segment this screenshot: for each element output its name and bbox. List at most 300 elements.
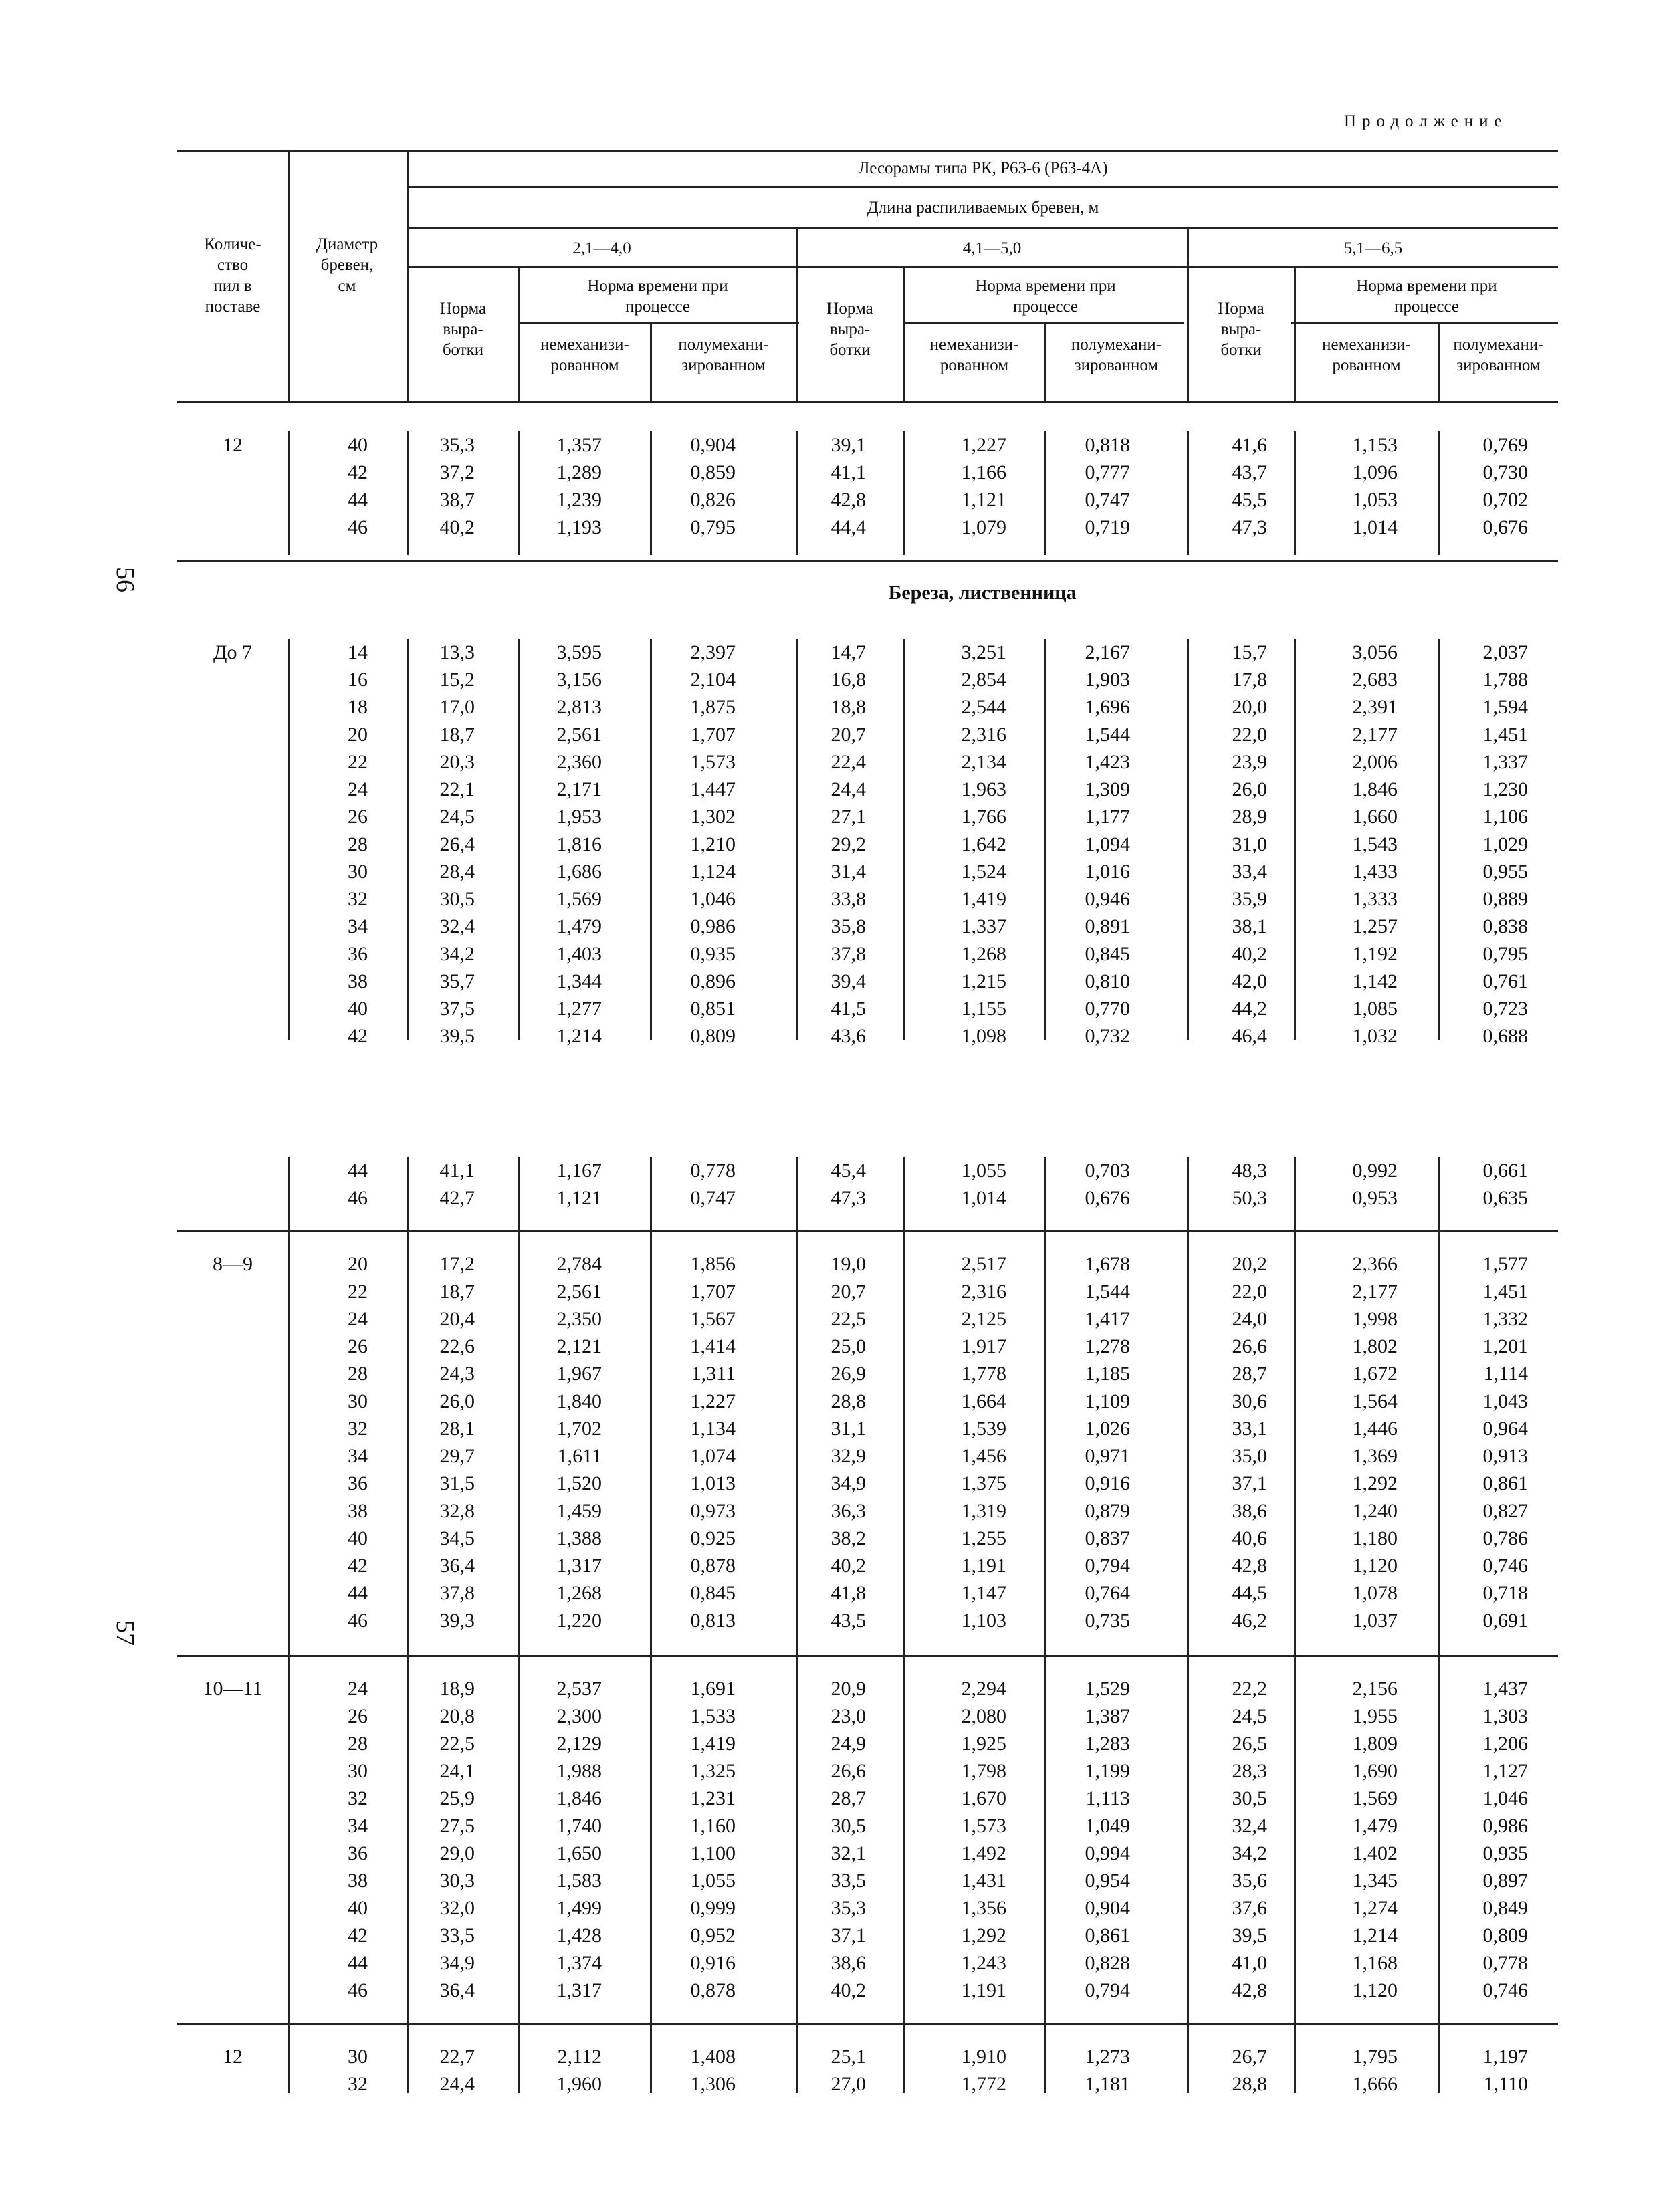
value-cell: 33,4 [1232,861,1267,883]
diameter-cell: 24 [348,778,368,800]
value-cell: 2,006 [1352,751,1398,773]
value-cell: 0,718 [1482,1582,1528,1604]
value-cell: 1,955 [1352,1705,1398,1727]
value-cell: 28,7 [1232,1363,1267,1385]
value-cell: 1,573 [690,751,736,773]
value-cell: 1,846 [1352,778,1398,800]
value-cell: 0,761 [1482,970,1528,992]
value-cell: 20,7 [831,724,866,746]
value-cell: 1,419 [690,1733,736,1755]
value-cell: 1,181 [1085,2073,1130,2095]
value-cell: 0,935 [1482,1842,1528,1864]
value-cell: 1,374 [556,1952,602,1974]
value-cell: 34,2 [1232,1842,1267,1864]
value-cell: 0,827 [1482,1500,1528,1522]
value-cell: 1,345 [1352,1870,1398,1892]
value-cell: 0,861 [1085,1924,1130,1947]
value-cell: 39,4 [831,970,866,992]
group-count: До 7 [213,641,252,663]
value-cell: 30,5 [831,1815,866,1837]
value-cell: 30,6 [1232,1390,1267,1412]
header-sawmill: Лесорамы типа РК, Р63-6 (Р63-4А) [858,159,1108,177]
value-cell: 37,1 [831,1924,866,1947]
diameter-cell: 46 [348,1187,368,1209]
value-cell: 16,8 [831,669,866,691]
value-cell: 1,357 [556,434,602,456]
value-cell: 2,366 [1352,1253,1398,1275]
value-cell: 26,4 [439,833,475,855]
value-cell: 20,2 [1232,1253,1267,1275]
value-cell: 1,302 [690,806,736,828]
value-cell: 1,678 [1085,1253,1130,1275]
value-cell: 2,360 [556,751,602,773]
value-cell: 2,167 [1085,641,1130,663]
value-cell: 29,2 [831,833,866,855]
header-norm-output-2: Норма выра- ботки [826,300,873,359]
value-cell: 1,419 [961,888,1006,910]
value-cell: 34,5 [439,1527,475,1549]
value-cell: 0,838 [1482,915,1528,937]
value-cell: 1,096 [1352,461,1398,483]
value-cell: 1,569 [1352,1787,1398,1809]
value-cell: 1,802 [1352,1335,1398,1357]
value-cell: 1,134 [690,1418,736,1440]
value-cell: 0,732 [1085,1025,1130,1047]
value-cell: 26,0 [1232,778,1267,800]
value-cell: 1,963 [961,778,1006,800]
diameter-cell: 38 [348,970,368,992]
value-cell: 26,7 [1232,2045,1267,2068]
value-cell: 1,332 [1482,1308,1528,1330]
value-cell: 22,0 [1232,1281,1267,1303]
value-cell: 0,719 [1085,516,1130,538]
value-cell: 0,747 [690,1187,736,1209]
value-cell: 39,1 [831,434,866,456]
value-cell: 24,4 [439,2073,475,2095]
value-cell: 0,878 [690,1979,736,2001]
header-nonmech-2: немеханизи- рованном [929,336,1019,374]
value-cell: 1,437 [1482,1678,1528,1700]
header-norm-time-1: Норма времени при процессе [587,277,728,316]
header-norm-time-3: Норма времени при процессе [1356,277,1497,316]
value-cell: 39,5 [1232,1924,1267,1947]
value-cell: 1,403 [556,943,602,965]
value-cell: 35,6 [1232,1870,1267,1892]
value-cell: 1,417 [1085,1308,1130,1330]
diameter-cell: 30 [348,861,368,883]
value-cell: 1,289 [556,461,602,483]
diameter-cell: 36 [348,1842,368,1864]
value-cell: 0,849 [1482,1897,1528,1919]
value-cell: 24,4 [831,778,866,800]
diameter-cell: 18 [348,696,368,718]
value-cell: 1,910 [961,2045,1006,2068]
value-cell: 2,561 [556,724,602,746]
value-cell: 0,992 [1352,1159,1398,1182]
value-cell: 1,277 [556,998,602,1020]
value-cell: 40,6 [1232,1527,1267,1549]
value-cell: 0,845 [690,1582,736,1604]
value-cell: 22,0 [1232,724,1267,746]
value-cell: 1,788 [1482,669,1528,691]
value-cell: 1,037 [1352,1610,1398,1632]
value-cell: 1,239 [556,489,602,511]
value-cell: 36,4 [439,1979,475,2001]
section-title: Береза, лиственница [888,582,1077,604]
value-cell: 0,746 [1482,1555,1528,1577]
value-cell: 0,818 [1085,434,1130,456]
value-cell: 1,177 [1085,806,1130,828]
value-cell: 1,230 [1482,778,1528,800]
value-cell: 43,5 [831,1610,866,1632]
group-count: 10—11 [203,1678,263,1700]
header-diameter: Диаметр бревен, см [316,235,378,295]
value-cell: 1,778 [961,1363,1006,1385]
value-cell: 1,664 [961,1390,1006,1412]
value-cell: 2,177 [1352,1281,1398,1303]
value-cell: 1,691 [690,1678,736,1700]
value-cell: 1,243 [961,1952,1006,1974]
header-semimech-1: полумехани- зированном [678,336,769,374]
value-cell: 45,4 [831,1159,866,1182]
value-cell: 28,8 [831,1390,866,1412]
diameter-cell: 32 [348,888,368,910]
value-cell: 28,9 [1232,806,1267,828]
value-cell: 1,043 [1482,1390,1528,1412]
value-cell: 24,1 [439,1760,475,1782]
value-cell: 1,268 [961,943,1006,965]
value-cell: 1,809 [1352,1733,1398,1755]
value-cell: 2,125 [961,1308,1006,1330]
value-cell: 1,103 [961,1610,1006,1632]
value-cell: 0,994 [1085,1842,1130,1864]
value-cell: 2,294 [961,1678,1006,1700]
diameter-cell: 32 [348,1418,368,1440]
value-cell: 1,124 [690,861,736,883]
value-cell: 1,772 [961,2073,1006,2095]
value-cell: 25,9 [439,1787,475,1809]
diameter-cell: 28 [348,1363,368,1385]
value-cell: 1,199 [1085,1760,1130,1782]
value-cell: 1,273 [1085,2045,1130,2068]
value-cell: 1,180 [1352,1527,1398,1549]
value-cell: 17,2 [439,1253,475,1275]
value-cell: 1,214 [1352,1924,1398,1947]
value-cell: 1,167 [556,1159,602,1182]
diameter-cell: 46 [348,1610,368,1632]
value-cell: 0,635 [1482,1187,1528,1209]
value-cell: 1,690 [1352,1760,1398,1782]
diameter-cell: 32 [348,2073,368,2095]
diameter-cell: 30 [348,1760,368,1782]
value-cell: 1,168 [1352,1952,1398,1974]
value-cell: 3,056 [1352,641,1398,663]
value-cell: 35,7 [439,970,475,992]
value-cell: 0,813 [690,1610,736,1632]
value-cell: 2,391 [1352,696,1398,718]
value-cell: 1,573 [961,1815,1006,1837]
value-cell: 26,6 [1232,1335,1267,1357]
value-cell: 41,0 [1232,1952,1267,1974]
value-cell: 1,375 [961,1472,1006,1495]
value-cell: 1,053 [1352,489,1398,511]
value-cell: 0,891 [1085,915,1130,937]
value-cell: 1,594 [1482,696,1528,718]
value-cell: 1,055 [961,1159,1006,1182]
value-cell: 32,4 [1232,1815,1267,1837]
value-cell: 0,904 [690,434,736,456]
value-cell: 0,794 [1085,1555,1130,1577]
value-cell: 28,8 [1232,2073,1267,2095]
value-cell: 2,037 [1482,641,1528,663]
value-cell: 3,595 [556,641,602,663]
value-cell: 42,7 [439,1187,475,1209]
value-cell: 20,0 [1232,696,1267,718]
value-cell: 20,7 [831,1281,866,1303]
value-cell: 2,784 [556,1253,602,1275]
value-cell: 1,611 [557,1445,602,1467]
value-cell: 1,795 [1352,2045,1398,2068]
value-cell: 1,856 [690,1253,736,1275]
value-cell: 0,794 [1085,1979,1130,2001]
value-cell: 1,160 [690,1815,736,1837]
value-cell: 1,191 [961,1555,1006,1577]
value-cell: 1,967 [556,1363,602,1385]
value-cell: 30,5 [1232,1787,1267,1809]
diameter-cell: 24 [348,1308,368,1330]
value-cell: 38,2 [831,1527,866,1549]
value-cell: 1,479 [1352,1815,1398,1837]
value-cell: 1,094 [1085,833,1130,855]
value-cell: 31,1 [831,1418,866,1440]
value-cell: 46,4 [1232,1025,1267,1047]
value-cell: 2,134 [961,751,1006,773]
value-cell: 1,201 [1482,1335,1528,1357]
value-cell: 41,8 [831,1582,866,1604]
value-cell: 1,387 [1085,1705,1130,1727]
value-cell: 1,846 [556,1787,602,1809]
value-cell: 1,215 [961,970,1006,992]
diameter-cell: 22 [348,1281,368,1303]
value-cell: 1,210 [690,833,736,855]
value-cell: 1,544 [1085,724,1130,746]
value-cell: 0,809 [690,1025,736,1047]
value-cell: 1,292 [961,1924,1006,1947]
value-cell: 17,8 [1232,669,1267,691]
value-cell: 1,325 [690,1760,736,1782]
diameter-cell: 40 [348,1527,368,1549]
value-cell: 1,153 [1352,434,1398,456]
value-cell: 0,916 [1085,1472,1130,1495]
value-cell: 0,973 [690,1500,736,1522]
header-norm-output-3: Норма выра- ботки [1218,300,1264,359]
header-semimech-3: полумехани- зированном [1453,336,1544,374]
value-cell: 1,303 [1482,1705,1528,1727]
value-cell: 0,878 [690,1555,736,1577]
value-cell: 3,251 [961,641,1006,663]
value-cell: 1,257 [1352,915,1398,937]
value-cell: 38,6 [1232,1500,1267,1522]
header-range-2: 4,1—5,0 [962,239,1022,257]
value-cell: 3,156 [556,669,602,691]
value-cell: 1,650 [556,1842,602,1864]
value-cell: 1,114 [1483,1363,1528,1385]
value-cell: 1,013 [690,1472,736,1495]
value-cell: 0,999 [690,1897,736,1919]
value-cell: 25,1 [831,2045,866,2068]
value-cell: 1,707 [690,1281,736,1303]
diameter-cell: 26 [348,1705,368,1727]
value-cell: 22,6 [439,1335,475,1357]
value-cell: 0,723 [1482,998,1528,1020]
value-cell: 27,1 [831,806,866,828]
value-cell: 37,2 [439,461,475,483]
value-cell: 32,1 [831,1842,866,1864]
value-cell: 39,5 [439,1025,475,1047]
value-cell: 22,4 [831,751,866,773]
value-cell: 1,953 [556,806,602,828]
value-cell: 0,861 [1482,1472,1528,1495]
value-cell: 24,5 [1232,1705,1267,1727]
value-cell: 1,127 [1482,1760,1528,1782]
value-cell: 1,408 [690,2045,736,2068]
value-cell: 1,798 [961,1760,1006,1782]
header-semimech-2: полумехани- зированном [1071,336,1162,374]
value-cell: 30,3 [439,1870,475,1892]
value-cell: 47,3 [1232,516,1267,538]
value-cell: 1,214 [556,1025,602,1047]
value-cell: 1,032 [1352,1025,1398,1047]
value-cell: 1,306 [690,2073,736,2095]
value-cell: 32,9 [831,1445,866,1467]
value-cell: 0,859 [690,461,736,483]
value-cell: 30,5 [439,888,475,910]
value-cell: 1,388 [556,1527,602,1549]
value-cell: 1,049 [1085,1815,1130,1837]
value-cell: 2,544 [961,696,1006,718]
value-cell: 35,9 [1232,888,1267,910]
value-cell: 42,8 [1232,1555,1267,1577]
value-cell: 0,879 [1085,1500,1130,1522]
value-cell: 35,8 [831,915,866,937]
value-cell: 2,171 [556,778,602,800]
value-cell: 22,5 [439,1733,475,1755]
header-norm-time-2: Норма времени при процессе [975,277,1116,316]
diameter-cell: 26 [348,806,368,828]
value-cell: 0,795 [690,516,736,538]
value-cell: 0,889 [1482,888,1528,910]
value-cell: 43,6 [831,1025,866,1047]
value-cell: 24,3 [439,1363,475,1385]
value-cell: 0,954 [1085,1870,1130,1892]
value-cell: 35,0 [1232,1445,1267,1467]
value-cell: 0,845 [1085,943,1130,965]
value-cell: 31,4 [831,861,866,883]
value-cell: 1,120 [1352,1979,1398,2001]
value-cell: 24,0 [1232,1308,1267,1330]
diameter-cell: 20 [348,1253,368,1275]
value-cell: 40,2 [439,516,475,538]
value-cell: 1,055 [690,1870,736,1892]
value-cell: 1,220 [556,1610,602,1632]
value-cell: 2,080 [961,1705,1006,1727]
value-cell: 1,106 [1482,806,1528,828]
diameter-cell: 38 [348,1500,368,1522]
value-cell: 1,840 [556,1390,602,1412]
value-cell: 1,227 [961,434,1006,456]
header-nonmech-1: немеханизи- рованном [540,336,629,374]
value-cell: 33,8 [831,888,866,910]
group-count: 12 [223,2045,243,2068]
header-range-1: 2,1—4,0 [572,239,631,257]
diameter-cell: 42 [348,1025,368,1047]
value-cell: 1,121 [961,489,1006,511]
group-count: 8—9 [213,1253,253,1275]
value-cell: 1,142 [1352,970,1398,992]
value-cell: 2,813 [556,696,602,718]
value-cell: 27,0 [831,2073,866,2095]
value-cell: 1,702 [556,1418,602,1440]
value-cell: 2,683 [1352,669,1398,691]
value-cell: 1,283 [1085,1733,1130,1755]
value-cell: 0,746 [1482,1979,1528,2001]
value-cell: 1,317 [556,1555,602,1577]
value-cell: 48,3 [1232,1159,1267,1182]
value-cell: 37,5 [439,998,475,1020]
value-cell: 33,5 [439,1924,475,1947]
value-cell: 1,529 [1085,1678,1130,1700]
value-cell: 1,113 [1085,1787,1130,1809]
value-cell: 36,4 [439,1555,475,1577]
value-cell: 0,810 [1085,970,1130,992]
value-cell: 1,925 [961,1733,1006,1755]
value-cell: 41,5 [831,998,866,1020]
diameter-cell: 26 [348,1335,368,1357]
value-cell: 1,078 [1352,1582,1398,1604]
diameter-cell: 36 [348,1472,368,1495]
value-cell: 1,333 [1352,888,1398,910]
value-cell: 1,696 [1085,696,1130,718]
value-cell: 1,414 [690,1335,736,1357]
value-cell: 42,8 [831,489,866,511]
value-cell: 22,7 [439,2045,475,2068]
value-cell: 1,079 [961,516,1006,538]
value-cell: 0,946 [1085,888,1130,910]
value-cell: 13,3 [439,641,475,663]
value-cell: 35,3 [439,434,475,456]
diameter-cell: 34 [348,1445,368,1467]
value-cell: 1,456 [961,1445,1006,1467]
value-cell: 1,583 [556,1870,602,1892]
value-cell: 2,156 [1352,1678,1398,1700]
value-cell: 2,316 [961,1281,1006,1303]
value-cell: 44,4 [831,516,866,538]
value-cell: 1,255 [961,1527,1006,1549]
value-cell: 41,1 [831,461,866,483]
diameter-cell: 30 [348,1390,368,1412]
value-cell: 1,447 [690,778,736,800]
value-cell: 0,778 [1482,1952,1528,1974]
value-cell: 1,988 [556,1760,602,1782]
value-cell: 1,193 [556,516,602,538]
diameter-cell: 16 [348,669,368,691]
value-cell: 1,428 [556,1924,602,1947]
value-cell: 1,074 [690,1445,736,1467]
value-cell: 32,4 [439,915,475,937]
value-cell: 40,2 [831,1979,866,2001]
value-cell: 0,896 [690,970,736,992]
header-count: Количе- ство пил в поставе [204,235,261,316]
